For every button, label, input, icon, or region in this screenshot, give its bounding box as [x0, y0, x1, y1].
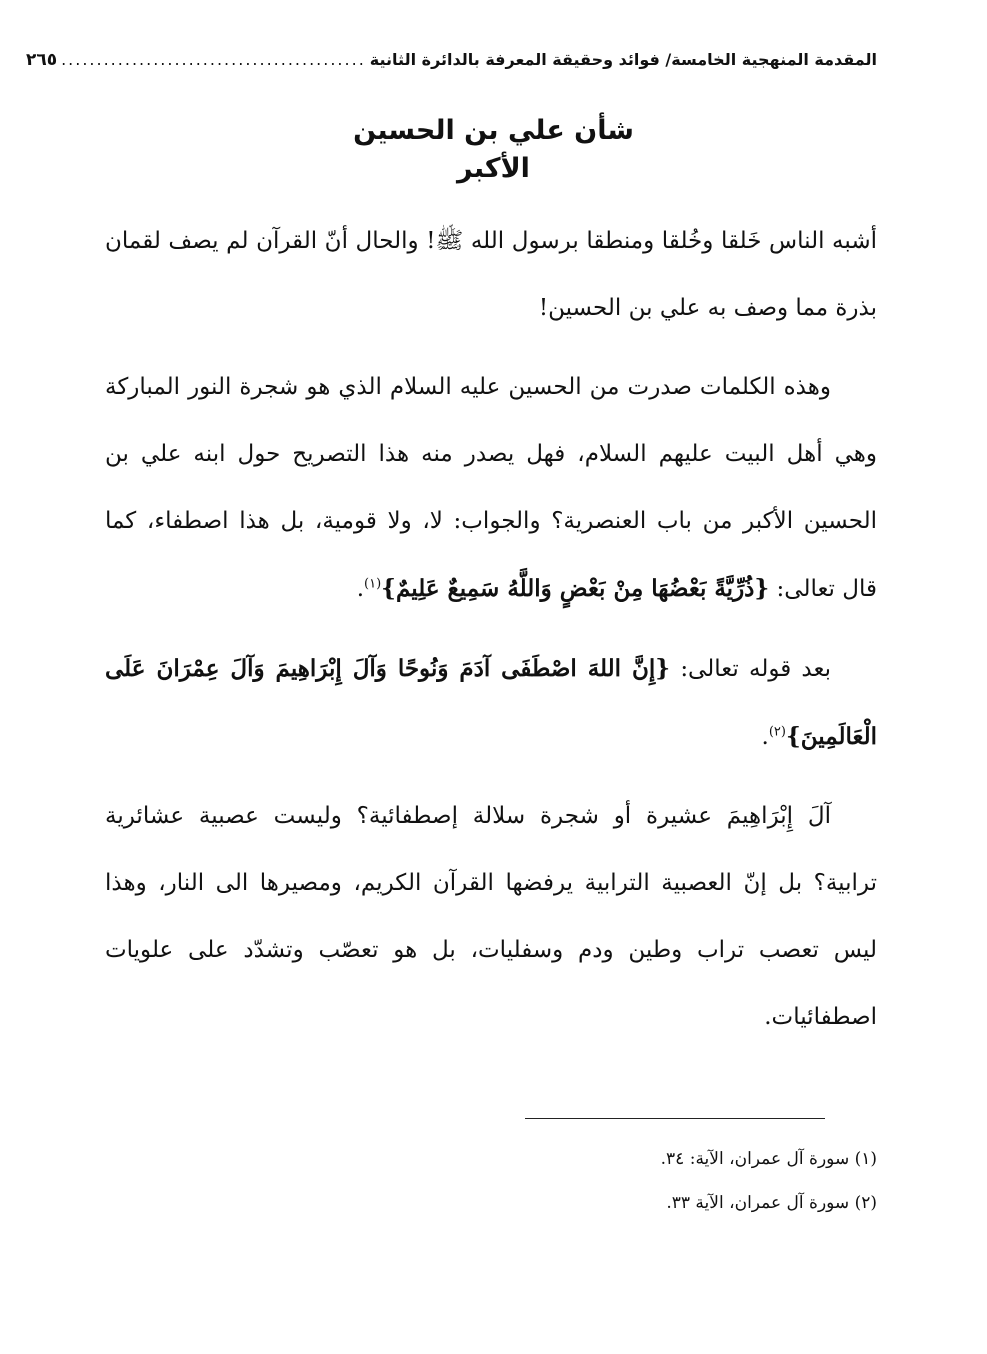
paragraph-1: أشبه الناس خَلقا وخُلقا ومنطقا برسول الله ﷺ! والحال أنّ القرآن لم يصف لقمان بذرة مما وصف به علي بن الحسين! [105, 228, 877, 321]
quran-verse-2: {إِنَّ اللهَ اصْطَفَى آدَمَ وَنُوحًا وَآلَ إِبْرَاهِيمَ وَآلَ عِمْرَانَ عَلَى الْعَالَمِينَ} [105, 655, 877, 750]
leader-dots: ........................................... [61, 50, 366, 69]
running-title: المقدمة المنهجية الخامسة/ فوائد وحقيقة المعرفة بالدائرة الثانية [369, 50, 877, 69]
footnote-2: (٢) سورة آل عمران، الآية ٣٣. [666, 1193, 877, 1213]
footnote-divider [525, 1118, 825, 1119]
paragraph-4: آلَ إِبْرَاهِيمَ عشيرة أو شجرة سلالة إصطفائية؟ وليست عصبية عشائرية ترابية؟ بل إنّ العصبية الترابية يرفضها القرآن الكريم، ومصيرها الى النار، وهذا ليس تعصب تراب وطين ودم وسفليات، بل هو تعصّب وتشدّد على علويات اصطفائيات. [105, 803, 877, 1030]
chapter-title [0, 112, 987, 188]
page-number: ٢٦٥ [25, 50, 58, 70]
footnotes [105, 1137, 877, 1225]
running-header [25, 50, 877, 80]
footnote-ref-1: (١) [364, 576, 382, 592]
body-text [105, 208, 877, 1063]
chapter-title-line-2: الأكبر [457, 153, 530, 184]
paragraph-2-text: وهذه الكلمات صدرت من الحسين عليه السلام الذي هو شجرة النور المباركة وهي أهل البيت عليهم السلام، فهل يصدر منه هذا التصريح حول ابنه علي بن الحسين الأكبر من باب العنصرية؟ والجواب: لا، ولا قومية، بل هذا اصطفاء، كما قال تعالى: [105, 374, 877, 602]
footnote-1: (١) سورة آل عمران، الآية: ٣٤. [660, 1149, 877, 1169]
paragraph-3: بعد قوله تعالى: {إِنَّ اللهَ اصْطَفَى آدَمَ وَنُوحًا وَآلَ إِبْرَاهِيمَ وَآلَ عِمْرَانَ عَلَى الْعَالَمِينَ}$^{(٢)}$. [105, 655, 877, 750]
footnote-ref-2: (٢) [768, 724, 786, 740]
paragraph-3-text: بعد قوله تعالى: [680, 656, 832, 682]
paragraph-2: وهذه الكلمات صدرت من الحسين عليه السلام الذي هو شجرة النور المباركة وهي أهل البيت عليهم السلام، فهل يصدر منه هذا التصريح حول ابنه علي بن الحسين الأكبر من باب العنصرية؟ والجواب: لا، ولا قومية، بل هذا اصطفاء، كما قال تعالى: {ذُرِّيَّةً بَعْضُهَا مِنْ بَعْضٍ وَاللَّهُ سَمِيعٌ عَلِيمٌ}$^{(١)}$. [105, 374, 877, 602]
quran-verse-1: {ذُرِّيَّةً بَعْضُهَا مِنْ بَعْضٍ وَاللَّهُ سَمِيعٌ عَلِيمٌ} [381, 575, 770, 602]
chapter-title-line-1: شأن علي بن الحسين [353, 115, 634, 146]
